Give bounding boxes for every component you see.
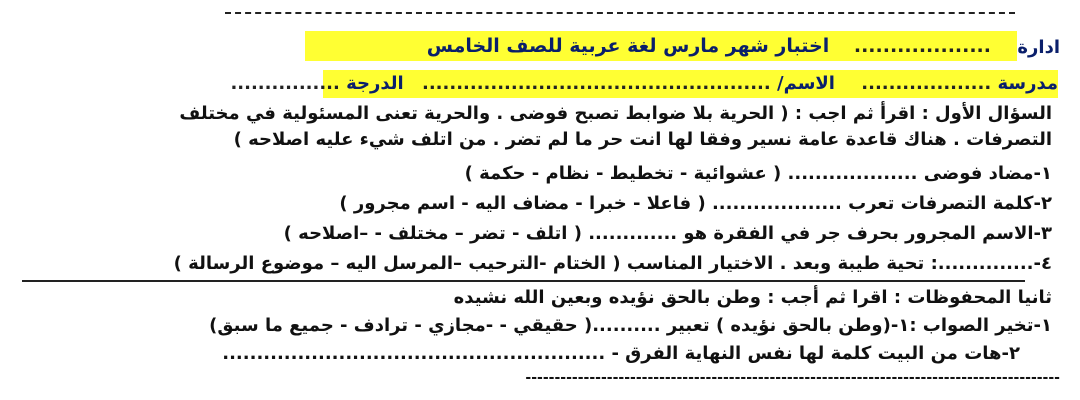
name-dots: ................................................... — [422, 73, 771, 94]
q1-item-2: ٢-كلمة التصرفات تعرب ................... ( فاعلا - خبرا - مضاف اليه - اسم مجرور ) — [339, 193, 1052, 214]
q2-item-1: ١-تخير الصواب :١-(وطن بالحق نؤيده ) تعبير ..........( حقيقي - -مجازي - ترادف - جميع ما سبق) — [209, 315, 1052, 336]
idara-label: ادارة — [1017, 37, 1060, 58]
bottom-separator: -------------------------------------------------------------------------------------------- — [525, 370, 1060, 386]
q2-item-2: ٢-هات من البيت كلمة لها نفس النهاية الفرق - ........................................................ — [222, 343, 1020, 364]
q1-intro-continued: التصرفات . هناك قاعدة عامة نسير وفقا لها انت حر ما لم تضر . من اتلف شيء عليه اصلاحه ) — [233, 129, 1052, 150]
madrasa-dots: ................... — [861, 73, 992, 94]
exam-title-banner — [305, 31, 1017, 61]
madrasa-label: مدرسة — [997, 73, 1058, 94]
q1-intro: السؤال الأول : اقرأ ثم اجب : ( الحرية بلا ضوابط تصبح فوضى . والحرية تعنى المسئولية في مختلف — [179, 103, 1052, 124]
student-info-row — [230, 70, 1058, 98]
q1-item-1: ١-مضاد فوضى ................... ( عشوائية - تخطيط - نظام - حكمة ) — [464, 163, 1052, 184]
grade-label: الدرجة — [346, 73, 404, 94]
grade-dots: ................ — [230, 73, 340, 94]
top-separator — [225, 12, 1015, 14]
exam-title: اختبار شهر مارس لغة عربية للصف الخامس — [426, 35, 830, 57]
name-label: الاسم/ — [777, 73, 835, 94]
section-divider — [22, 280, 1025, 282]
q2-intro: ثانيا المحفوظات : اقرا ثم أجب : وطن بالحق نؤيده وبعين الله نشيده — [453, 287, 1052, 308]
q1-item-3: ٣-الاسم المجرور بحرف جر في الفقرة هو ............. ( اتلف - تضر – مختلف - –اصلاحه ) — [283, 223, 1052, 244]
q1-item-4: ٤-..............: تحية طيبة وبعد . الاختيار المناسب ( الختام -الترحيب –المرسل اليه – موضوع الرسالة ) — [173, 253, 1052, 274]
idara-dots: ................... — [853, 35, 991, 57]
idara-field — [1017, 37, 1060, 58]
